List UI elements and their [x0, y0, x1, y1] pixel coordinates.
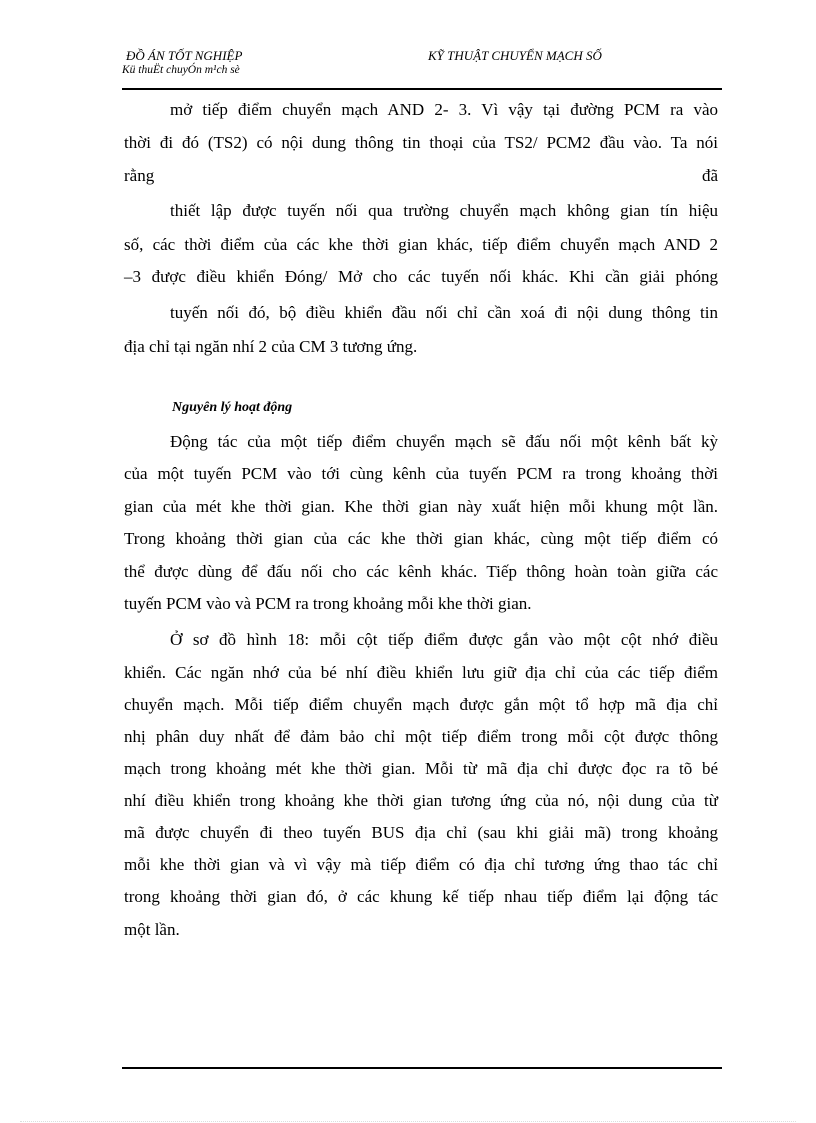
text-line: mỗi khe thời gian và vì vậy mà tiếp điểm có địa chỉ tương ứng thao tác chỉ [124, 855, 718, 874]
text-line: Trong khoảng thời gian của các khe thời gian khác, cùng một tiếp điểm có [124, 529, 718, 548]
text-line: số, các thời điểm của các khe thời gian khác, tiếp điểm chuyển mạch AND 2 [124, 235, 718, 254]
text-line: mạch trong khoảng mét khe thời gian. Mỗi từ mã địa chỉ được đọc ra tõ bé [124, 759, 718, 778]
text-word: đã [701, 166, 718, 185]
section-title: Nguyên lý hoạt động [172, 400, 293, 415]
text-line: thiết lập được tuyến nối qua trường chuyển mạch không gian tín hiệu [170, 201, 718, 220]
text-line: mở tiếp điểm chuyển mạch AND 2- 3. Vì vậy tại đường PCM ra vào [170, 100, 718, 119]
header-subtitle: Kü thuËt chuyÓn m¹ch sè [122, 64, 240, 76]
text-line: nhị phân duy nhất để đảm bảo chỉ một tiếp điểm trong mỗi cột được thông [124, 727, 718, 746]
text-line: chuyển mạch. Mỗi tiếp điểm chuyển mạch được gắn một tổ hợp mã địa chỉ [124, 695, 718, 714]
text-line: –3 được điều khiển Đóng/ Mở cho các tuyến nối khác. Khi cần giải phóng [124, 267, 718, 286]
header-topic-title: KỸ THUẬT CHUYỂN MẠCH SỐ [428, 48, 602, 63]
text-line: trong khoảng thời gian đó, ở các khung kế tiếp nhau tiếp điểm lại động tác [124, 887, 718, 906]
text-word: rằng [124, 166, 155, 185]
text-line: gian của mét khe thời gian. Khe thời gian này xuất hiện mỗi khung một lần. [124, 497, 718, 516]
text-line: địa chỉ tại ngăn nhí 2 của CM 3 tương ứng. [124, 337, 418, 356]
text-line: Ở sơ đồ hình 18: mỗi cột tiếp điểm được gắn vào một cột nhớ điều [170, 630, 718, 649]
text-line: tuyến PCM vào và PCM ra trong khoảng mỗi khe thời gian. [124, 594, 532, 613]
header-divider [122, 88, 722, 90]
text-line: thể được dùng để đấu nối cho các kênh khác. Tiếp thông hoàn toàn giữa các [124, 562, 718, 581]
text-line: thời đi đó (TS2) có nội dung thông tin thoại của TS2/ PCM2 đầu vào. Ta nói [124, 133, 718, 152]
footer-divider [122, 1067, 722, 1069]
header-thesis-label: ĐỒ ÁN TỐT NGHIỆP [126, 48, 243, 63]
text-line: Động tác của một tiếp điểm chuyển mạch sẽ đấu nối một kênh bất kỳ [170, 432, 718, 451]
page-header [122, 46, 722, 90]
text-line: nhí điều khiển trong khoảng khe thời gian tương ứng của nó, nội dung của từ [124, 791, 718, 810]
text-line: khiển. Các ngăn nhớ của bé nhí điều khiển lưu giữ địa chỉ của các tiếp điểm [124, 663, 718, 682]
text-line [124, 166, 718, 186]
page-edge-divider [20, 1121, 796, 1122]
text-line: mã được chuyển đi theo tuyến BUS địa chỉ (sau khi giải mã) trong khoảng [124, 823, 718, 842]
text-line: một lần. [124, 920, 180, 939]
text-line: tuyến nối đó, bộ điều khiển đầu nối chỉ cần xoá đi nội dung thông tin [170, 303, 718, 322]
text-line: của một tuyến PCM vào tới cùng kênh của tuyến PCM ra trong khoảng thời [124, 464, 718, 483]
